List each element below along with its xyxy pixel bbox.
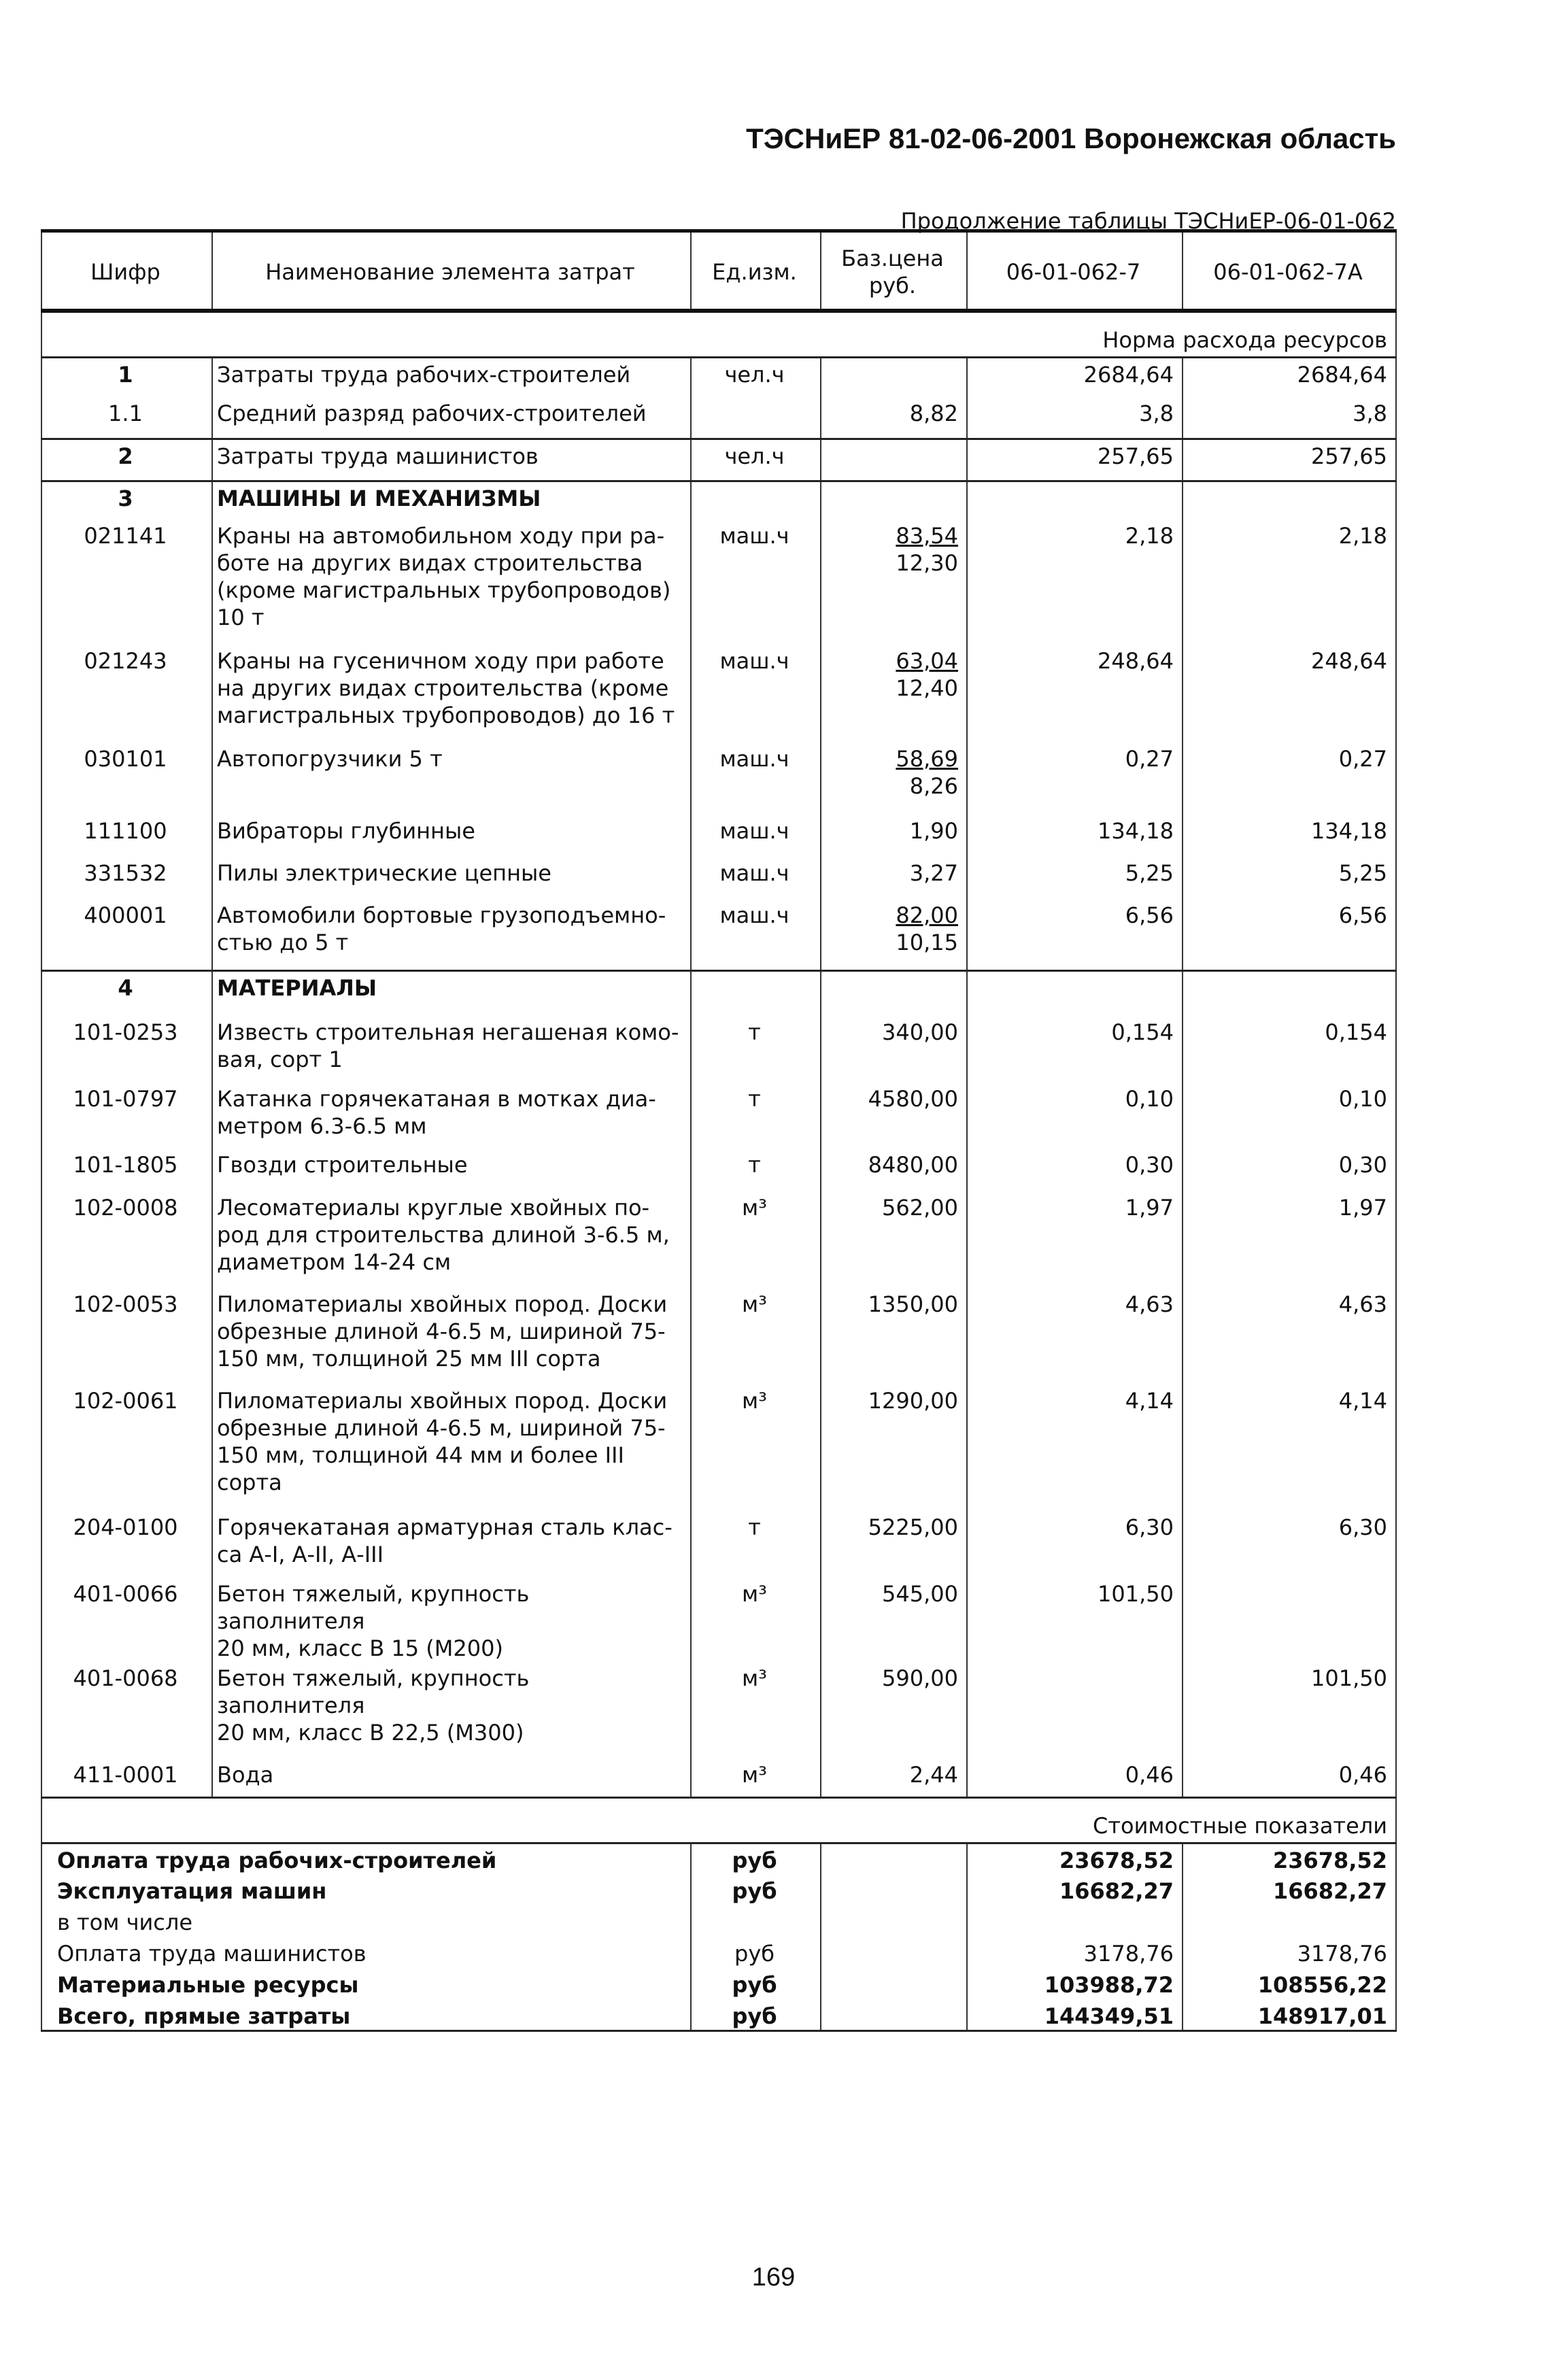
norm-062-7: 0,30 — [967, 1149, 1183, 1191]
total-062-7a: 148917,01 — [1183, 2000, 1396, 2031]
base-price-wage: 10,15 — [896, 929, 958, 955]
norm-062-7a: 0,30 — [1183, 1149, 1396, 1191]
norm-062-7a: 1,97 — [1183, 1191, 1396, 1288]
document-title: ТЭСНиЕР 81-02-06-2001 Воронежская область — [746, 122, 1396, 154]
resource-name: Пиломатериалы хвойных пород. Доски обрезные длиной 4-6.5 м, шириной 75- 150 мм, толщиной 44 мм и более III сорта — [212, 1384, 691, 1511]
resource-code: 204-0100 — [41, 1511, 212, 1578]
norm-062-7: 0,10 — [967, 1083, 1183, 1149]
table-row — [41, 857, 1396, 899]
resource-unit: м³ — [691, 1758, 821, 1798]
norm-062-7: 4,63 — [967, 1288, 1183, 1384]
base-price-wage: 12,30 — [896, 549, 958, 576]
total-062-7a: 3178,76 — [1183, 1937, 1396, 1969]
base-price: 5225,00 — [821, 1511, 967, 1578]
resource-name: Катанка горячекатаная в мотках диа- метром 6.3-6.5 мм — [212, 1083, 691, 1149]
resource-unit — [691, 397, 821, 439]
base-price: 2,44 — [821, 1758, 967, 1798]
resource-name: Автопогрузчики 5 т — [212, 743, 691, 815]
norm-062-7a — [1183, 1578, 1396, 1662]
base-price-total: 58,69 — [896, 745, 958, 772]
resource-code: 1.1 — [41, 397, 212, 439]
norm-062-7a: 134,18 — [1183, 815, 1396, 857]
table-row — [41, 1662, 1396, 1758]
total-name: Всего, прямые затраты — [41, 2000, 691, 2031]
base-price — [821, 520, 967, 645]
table-continuation-label: Продолжение таблицы ТЭСНиЕР-06-01-062 — [900, 208, 1396, 234]
resource-unit — [691, 481, 821, 520]
total-062-7: 23678,52 — [967, 1843, 1183, 1875]
resource-code: 2 — [41, 439, 212, 481]
norm-062-7: 0,154 — [967, 1016, 1183, 1083]
resource-code: 102-0061 — [41, 1384, 212, 1511]
table-row — [41, 358, 1396, 397]
base-price: 1290,00 — [821, 1384, 967, 1511]
norm-062-7a: 0,154 — [1183, 1016, 1396, 1083]
norm-062-7a: 6,30 — [1183, 1511, 1396, 1578]
total-price — [821, 1937, 967, 1969]
resource-unit: маш.ч — [691, 815, 821, 857]
total-062-7a: 23678,52 — [1183, 1843, 1396, 1875]
total-price — [821, 1843, 967, 1875]
table-row — [41, 971, 1396, 1016]
resource-name: Вибраторы глубинные — [212, 815, 691, 857]
table-row — [41, 397, 1396, 439]
col-header-code: Шифр — [41, 231, 212, 311]
base-price: 545,00 — [821, 1578, 967, 1662]
resource-unit: маш.ч — [691, 645, 821, 743]
table-row — [41, 1578, 1396, 1662]
table-row — [41, 520, 1396, 645]
page-number: 169 — [751, 2263, 796, 2292]
norm-062-7: 101,50 — [967, 1578, 1183, 1662]
norm-062-7a: 4,63 — [1183, 1288, 1396, 1384]
total-price — [821, 1875, 967, 1906]
norm-062-7: 0,27 — [967, 743, 1183, 815]
resource-unit: т — [691, 1016, 821, 1083]
table-row — [41, 481, 1396, 520]
resource-name: МАШИНЫ И МЕХАНИЗМЫ — [212, 481, 691, 520]
resource-name: Затраты труда рабочих-строителей — [212, 358, 691, 397]
table-row — [41, 1149, 1396, 1191]
table-row — [41, 1288, 1396, 1384]
table-row — [41, 1384, 1396, 1511]
resource-unit — [691, 971, 821, 1016]
total-row — [41, 1843, 1396, 1875]
norm-062-7a — [1183, 481, 1396, 520]
norm-062-7: 257,65 — [967, 439, 1183, 481]
norm-062-7: 2,18 — [967, 520, 1183, 645]
resource-name: Лесоматериалы круглые хвойных по- род для строительства длиной 3-6.5 м, диаметром 14-24 см — [212, 1191, 691, 1288]
norm-062-7: 2684,64 — [967, 358, 1183, 397]
norm-062-7: 134,18 — [967, 815, 1183, 857]
resource-name: Краны на автомобильном ходу при ра- боте на других видах строительства (кроме магистральных трубопроводов) 10 т — [212, 520, 691, 645]
total-row — [41, 1906, 1396, 1937]
resource-name: Бетон тяжелый, крупность заполнителя 20 мм, класс В 15 (М200) — [212, 1578, 691, 1662]
resource-unit: м³ — [691, 1191, 821, 1288]
resource-name: Горячекатаная арматурная сталь клас- са А-I, А-II, А-III — [212, 1511, 691, 1578]
base-price: 1350,00 — [821, 1288, 967, 1384]
resource-table — [41, 229, 1397, 2032]
total-062-7: 103988,72 — [967, 1969, 1183, 2000]
norm-062-7: 4,14 — [967, 1384, 1183, 1511]
resource-name: Затраты труда машинистов — [212, 439, 691, 481]
total-062-7: 3178,76 — [967, 1937, 1183, 1969]
resource-name: Известь строительная негашеная комо- вая, сорт 1 — [212, 1016, 691, 1083]
norm-062-7: 6,56 — [967, 899, 1183, 971]
base-price — [821, 899, 967, 971]
base-price-total: 63,04 — [896, 647, 958, 674]
total-unit: руб — [691, 1969, 821, 2000]
resource-name: Средний разряд рабочих-строителей — [212, 397, 691, 439]
resource-unit: т — [691, 1083, 821, 1149]
norm-062-7: 0,46 — [967, 1758, 1183, 1798]
norm-062-7a: 4,14 — [1183, 1384, 1396, 1511]
base-price — [821, 645, 967, 743]
resource-code: 102-0053 — [41, 1288, 212, 1384]
resource-name: Гвозди строительные — [212, 1149, 691, 1191]
base-price: 1,90 — [821, 815, 967, 857]
norm-062-7a: 0,27 — [1183, 743, 1396, 815]
total-062-7: 144349,51 — [967, 2000, 1183, 2031]
resource-name: Вода — [212, 1758, 691, 1798]
total-unit — [691, 1906, 821, 1937]
base-price: 4580,00 — [821, 1083, 967, 1149]
table-row — [41, 1511, 1396, 1578]
total-unit: руб — [691, 1875, 821, 1906]
base-price: 340,00 — [821, 1016, 967, 1083]
norm-062-7a: 2684,64 — [1183, 358, 1396, 397]
resource-unit: м³ — [691, 1578, 821, 1662]
norm-062-7a: 6,56 — [1183, 899, 1396, 971]
resource-unit: м³ — [691, 1288, 821, 1384]
base-price — [821, 481, 967, 520]
table-row — [41, 1016, 1396, 1083]
col-header-name: Наименование элемента затрат — [212, 231, 691, 311]
total-unit: руб — [691, 1937, 821, 1969]
norm-062-7 — [967, 971, 1183, 1016]
resource-code: 3 — [41, 481, 212, 520]
norm-062-7a: 0,46 — [1183, 1758, 1396, 1798]
norm-062-7a: 248,64 — [1183, 645, 1396, 743]
total-row — [41, 1937, 1396, 1969]
total-row — [41, 2000, 1396, 2031]
table-row — [41, 1758, 1396, 1798]
norm-062-7: 248,64 — [967, 645, 1183, 743]
norm-062-7a: 3,8 — [1183, 397, 1396, 439]
table-row — [41, 1191, 1396, 1288]
total-062-7a: 108556,22 — [1183, 1969, 1396, 2000]
base-price-wage: 12,40 — [896, 675, 958, 701]
total-price — [821, 2000, 967, 2031]
norm-062-7 — [967, 481, 1183, 520]
resource-code: 021243 — [41, 645, 212, 743]
base-price-total: 83,54 — [896, 522, 958, 549]
resource-unit: м³ — [691, 1384, 821, 1511]
resource-unit: т — [691, 1149, 821, 1191]
total-name: Материальные ресурсы — [41, 1969, 691, 2000]
total-062-7a — [1183, 1906, 1396, 1937]
total-unit: руб — [691, 1843, 821, 1875]
total-name: Оплата труда машинистов — [41, 1937, 691, 1969]
resource-code: 101-1805 — [41, 1149, 212, 1191]
col-header-062-7a: 06-01-062-7А — [1183, 231, 1396, 311]
table-row — [41, 1083, 1396, 1149]
base-price: 562,00 — [821, 1191, 967, 1288]
resource-unit: м³ — [691, 1662, 821, 1758]
resource-name: Пилы электрические цепные — [212, 857, 691, 899]
base-price: 8480,00 — [821, 1149, 967, 1191]
resource-code: 111100 — [41, 815, 212, 857]
resource-code: 401-0066 — [41, 1578, 212, 1662]
total-062-7 — [967, 1906, 1183, 1937]
resource-code: 411-0001 — [41, 1758, 212, 1798]
resource-code: 4 — [41, 971, 212, 1016]
resource-name: Бетон тяжелый, крупность заполнителя 20 мм, класс В 22,5 (М300) — [212, 1662, 691, 1758]
resource-name: МАТЕРИАЛЫ — [212, 971, 691, 1016]
resource-unit: маш.ч — [691, 899, 821, 971]
total-062-7: 16682,27 — [967, 1875, 1183, 1906]
col-header-062-7: 06-01-062-7 — [967, 231, 1183, 311]
total-name: в том числе — [41, 1906, 691, 1937]
table-row — [41, 815, 1396, 857]
total-unit: руб — [691, 2000, 821, 2031]
norm-062-7a: 101,50 — [1183, 1662, 1396, 1758]
base-price — [821, 971, 967, 1016]
norm-062-7a — [1183, 971, 1396, 1016]
resource-unit: маш.ч — [691, 520, 821, 645]
resource-unit: маш.ч — [691, 743, 821, 815]
total-name: Оплата труда рабочих-строителей — [41, 1843, 691, 1875]
base-price — [821, 358, 967, 397]
total-row — [41, 1875, 1396, 1906]
band-norm-row — [41, 311, 1396, 358]
base-price: 590,00 — [821, 1662, 967, 1758]
resource-code: 101-0797 — [41, 1083, 212, 1149]
resource-unit: маш.ч — [691, 857, 821, 899]
resource-code: 400001 — [41, 899, 212, 971]
resource-code: 401-0068 — [41, 1662, 212, 1758]
col-header-unit: Ед.изм. — [691, 231, 821, 311]
norm-062-7: 6,30 — [967, 1511, 1183, 1578]
norm-062-7a: 0,10 — [1183, 1083, 1396, 1149]
table-row — [41, 899, 1396, 971]
resource-unit: т — [691, 1511, 821, 1578]
table-header-row — [41, 231, 1396, 311]
total-price — [821, 1906, 967, 1937]
norm-062-7a: 2,18 — [1183, 520, 1396, 645]
norm-062-7 — [967, 1662, 1183, 1758]
base-price-total: 82,00 — [896, 902, 958, 928]
resource-name: Пиломатериалы хвойных пород. Доски обрезные длиной 4-6.5 м, шириной 75- 150 мм, толщиной 25 мм III сорта — [212, 1288, 691, 1384]
total-name: Эксплуатация машин — [41, 1875, 691, 1906]
resource-code: 030101 — [41, 743, 212, 815]
base-price — [821, 743, 967, 815]
base-price — [821, 439, 967, 481]
resource-code: 1 — [41, 358, 212, 397]
resource-code: 021141 — [41, 520, 212, 645]
norm-062-7a: 5,25 — [1183, 857, 1396, 899]
resource-unit: чел.ч — [691, 358, 821, 397]
norm-062-7a: 257,65 — [1183, 439, 1396, 481]
total-price — [821, 1969, 967, 2000]
resource-unit: чел.ч — [691, 439, 821, 481]
table-row — [41, 439, 1396, 481]
base-price-wage: 8,26 — [909, 772, 958, 799]
norm-062-7: 5,25 — [967, 857, 1183, 899]
table-row — [41, 645, 1396, 743]
resource-code: 101-0253 — [41, 1016, 212, 1083]
resource-code: 102-0008 — [41, 1191, 212, 1288]
total-row — [41, 1969, 1396, 2000]
band-cost-row — [41, 1798, 1396, 1843]
norm-062-7: 3,8 — [967, 397, 1183, 439]
band-cost-label: Стоимостные показатели — [41, 1798, 1396, 1843]
base-price: 8,82 — [821, 397, 967, 439]
resource-name: Краны на гусеничном ходу при работе на других видах строительства (кроме магистральных трубопроводов) до 16 т — [212, 645, 691, 743]
total-062-7a: 16682,27 — [1183, 1875, 1396, 1906]
band-norm-label: Норма расхода ресурсов — [41, 311, 1396, 358]
col-header-price: Баз.цена руб. — [821, 231, 967, 311]
resource-name: Автомобили бортовые грузоподъемно- стью до 5 т — [212, 899, 691, 971]
table-row — [41, 743, 1396, 815]
norm-062-7: 1,97 — [967, 1191, 1183, 1288]
resource-code: 331532 — [41, 857, 212, 899]
base-price: 3,27 — [821, 857, 967, 899]
